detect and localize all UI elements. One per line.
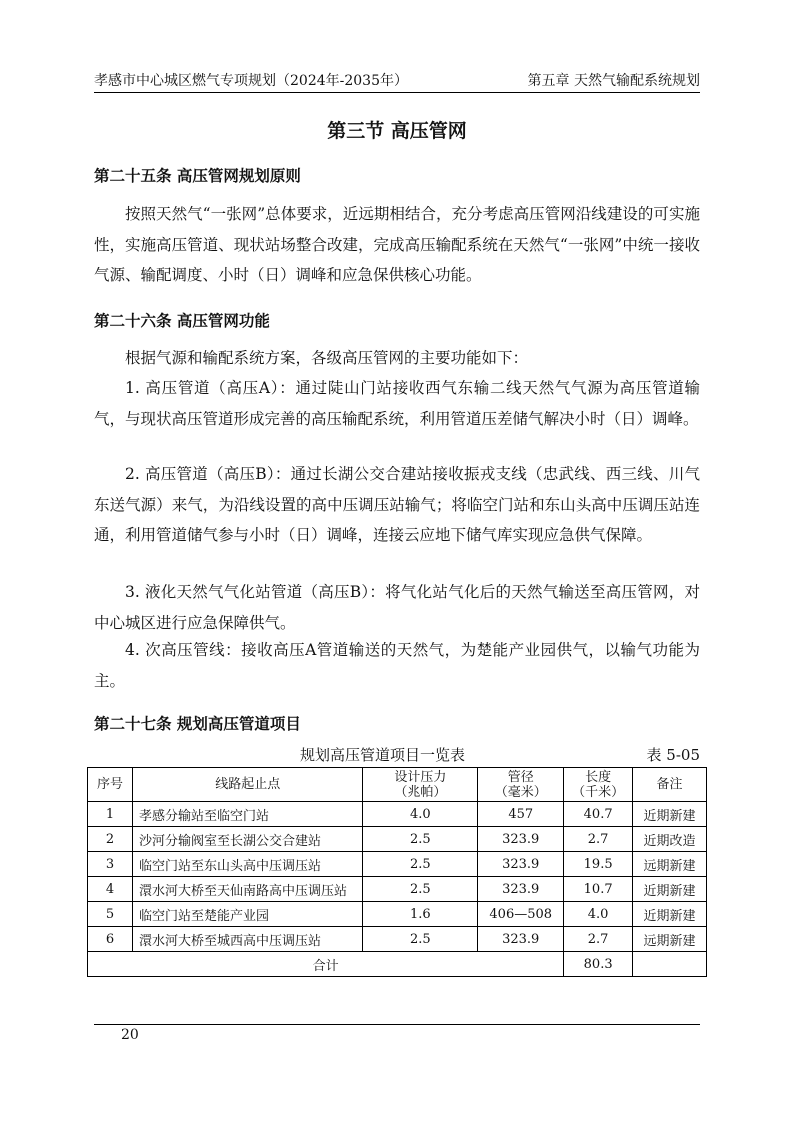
header-length-unit: （千米）: [572, 784, 625, 800]
header-diameter-unit: （毫米）: [494, 784, 547, 800]
cell-diameter: 323.9: [478, 877, 564, 902]
footer-rule: [94, 1024, 700, 1025]
table-row: [88, 852, 707, 877]
cell-diameter: 323.9: [478, 827, 564, 852]
header-diameter: [478, 768, 564, 802]
table-row: [88, 802, 707, 827]
total-label: 合计: [88, 952, 564, 977]
cell-length: 10.7: [564, 877, 633, 902]
header-diameter-label: 管径: [507, 769, 534, 785]
section-title: 第三节 高压管网: [327, 120, 467, 142]
cell-pressure: 2.5: [363, 827, 478, 852]
page-header: [94, 66, 700, 93]
cell-length: 19.5: [564, 852, 633, 877]
cell-diameter: 323.9: [478, 852, 564, 877]
header-route: 线路起止点: [132, 768, 363, 802]
table-row: [88, 827, 707, 852]
table-header-row: [88, 768, 707, 802]
header-pressure-unit: （兆帕）: [394, 784, 447, 800]
cell-note: 近期新建: [633, 877, 707, 902]
article-26-intro: 根据气源和输配系统方案，各级高压管网的主要功能如下：: [125, 349, 529, 367]
pipeline-projects-table: [87, 767, 707, 977]
cell-note: 近期新建: [633, 902, 707, 927]
cell-route: 沙河分输阀室至长湖公交合建站: [132, 827, 363, 852]
cell-route: 澴水河大桥至天仙南路高中压调压站: [132, 877, 363, 902]
article-26-item-3: 3. 液化天然气气化站管道（高压B）：将气化站气化后的天然气输送至高压管网，对中心城区进行应急保障供气。: [94, 583, 700, 632]
article-26-item-1: 1. 高压管道（高压A）：通过陡山门站接收西气东输二线天然气气源为高压管道输气，与现状高压管道形成完善的高压输配系统，利用管道压差储气解决小时（日）调峰。: [94, 379, 700, 428]
cell-length: 4.0: [564, 902, 633, 927]
table-row: [88, 902, 707, 927]
header-document-title: 孝感市中心城区燃气专项规划（2024年-2035年）: [94, 73, 408, 89]
table-row: [88, 877, 707, 902]
table-row: [88, 927, 707, 952]
cell-route: 临空门站至楚能产业园: [132, 902, 363, 927]
table-number: 表 5-05: [646, 746, 700, 764]
article-26-item-2: 2. 高压管道（高压B）：通过长湖公交合建站接收振戎支线（忠武线、西三线、川气东送气源）来气，为沿线设置的高中压调压站输气；将临空门站和东山头高中压调压站连通，利用管道储气参与小时（日）调峰，连接云应地下储气库实现应急供气保障。: [94, 465, 700, 544]
cell-route: 孝感分输站至临空门站: [132, 802, 363, 827]
cell-diameter: 457: [478, 802, 564, 827]
header-pressure-label: 设计压力: [394, 769, 447, 785]
article-26-heading: 第二十六条 高压管网功能: [94, 312, 270, 330]
header-note: 备注: [633, 768, 707, 802]
total-note: [633, 952, 707, 977]
header-chapter-title: 第五章 天然气输配系统规划: [527, 73, 700, 89]
table-total-row: [88, 952, 707, 977]
cell-seq: 3: [88, 852, 133, 877]
cell-route: 澴水河大桥至城西高中压调压站: [132, 927, 363, 952]
article-26-item-4: 4. 次高压管线：接收高压A管道输送的天然气，为楚能产业园供气，以输气功能为主。: [94, 641, 700, 690]
cell-pressure: 2.5: [363, 877, 478, 902]
cell-diameter: 406—508: [478, 902, 564, 927]
page-number: 20: [121, 1027, 139, 1043]
cell-note: 远期新建: [633, 927, 707, 952]
cell-seq: 4: [88, 877, 133, 902]
cell-length: 2.7: [564, 927, 633, 952]
cell-seq: 6: [88, 927, 133, 952]
article-25-heading: 第二十五条 高压管网规划原则: [94, 167, 301, 185]
cell-note: 近期改造: [633, 827, 707, 852]
header-seq: 序号: [88, 768, 133, 802]
article-27-heading: 第二十七条 规划高压管道项目: [94, 715, 301, 733]
table-caption: [94, 744, 700, 766]
cell-note: 近期新建: [633, 802, 707, 827]
header-length-label: 长度: [585, 769, 612, 785]
total-length: 80.3: [564, 952, 633, 977]
cell-length: 2.7: [564, 827, 633, 852]
cell-pressure: 4.0: [363, 802, 478, 827]
header-pressure: [363, 768, 478, 802]
cell-length: 40.7: [564, 802, 633, 827]
cell-pressure: 1.6: [363, 902, 478, 927]
cell-route: 临空门站至东山头高中压调压站: [132, 852, 363, 877]
cell-seq: 1: [88, 802, 133, 827]
header-length: [564, 768, 633, 802]
cell-seq: 5: [88, 902, 133, 927]
cell-note: 远期新建: [633, 852, 707, 877]
cell-pressure: 2.5: [363, 927, 478, 952]
article-25-paragraph: 按照天然气“一张网”总体要求，近远期相结合，充分考虑高压管网沿线建设的可实施性，实施高压管道、现状站场整合改建，完成高压输配系统在天然气“一张网”中统一接收气源、输配调度、小时（日）调峰和应急保供核心功能。: [94, 205, 700, 284]
cell-pressure: 2.5: [363, 852, 478, 877]
table-title: 规划高压管道项目一览表: [300, 746, 466, 764]
cell-diameter: 323.9: [478, 927, 564, 952]
cell-seq: 2: [88, 827, 133, 852]
